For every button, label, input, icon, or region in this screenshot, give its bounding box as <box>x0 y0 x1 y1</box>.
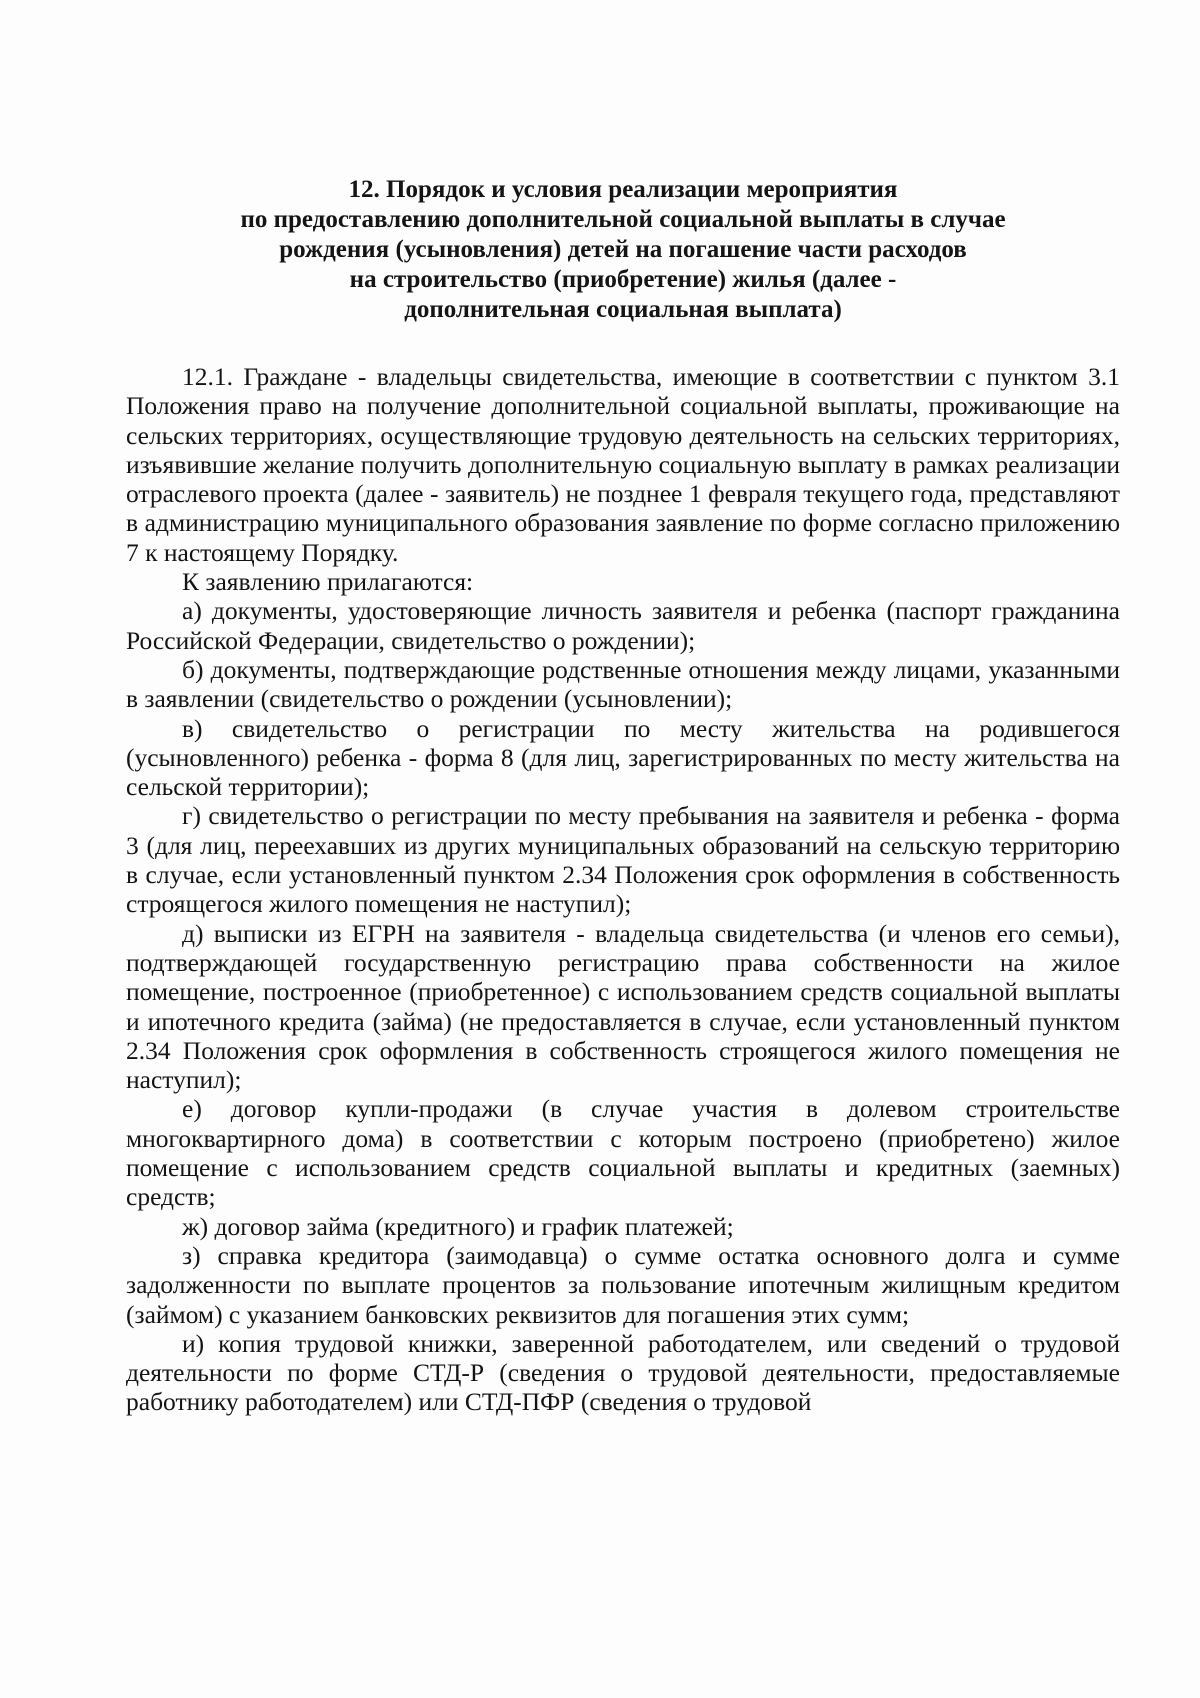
section-title <box>126 175 1120 325</box>
list-item-z: з) справка кредитора (заимодавца) о сумме остатка основного долга и сумме задолженности по выплате процентов за пользование ипотечным жилищным кредитом (займом) с указанием банковских реквизитов для погашения этих сумм; <box>126 1240 1120 1329</box>
list-item-zh: ж) договор займа (кредитного) и график платежей; <box>182 1211 734 1241</box>
list-item-i: и) копия трудовой книжки, заверенной работодателем, или сведений о трудовой деятельности по форме СТД-Р (сведения о трудовой деятельности, предоставляемые работнику работодателем) или СТД-ПФР (сведения о трудовой <box>126 1328 1120 1417</box>
title-line-3: рождения (усыновления) детей на погашение части расходов <box>279 236 967 263</box>
paragraph-attachments-intro: К заявлению прилагаются: <box>182 567 474 597</box>
paragraph-12-1: 12.1. Граждане - владельцы свидетельства, имеющие в соответствии с пунктом 3.1 Положения право на получение дополнительной социальной выплаты, проживающие на сельских территориях, осуществляющие трудовую деятельность на сельских территориях, изъявившие желание получить дополнительную социальную выплату в рамках реализации отраслевого проекта (далее - заявитель) не позднее 1 февраля текущего года, представляют в администрацию муниципального образования заявление по форме согласно приложению 7 к настоящему Порядку. <box>126 362 1120 567</box>
title-line-2: по предоставлению дополнительной социальной выплаты в случае <box>240 206 1006 233</box>
list-item-a: а) документы, удостоверяющие личность заявителя и ребенка (паспорт гражданина Российской Федерации, свидетельство о рождении); <box>126 596 1120 655</box>
list-item-e: е) договор купли-продажи (в случае участия в долевом строительстве многоквартирного дома) в соответствии с которым построено (приобретено) жилое помещение с использованием средств социальной выплаты и кредитных (заемных) средств; <box>126 1094 1120 1212</box>
list-item-b: б) документы, подтверждающие родственные отношения между лицами, указанными в заявлении (свидетельство о рождении (усыновлении); <box>126 654 1120 714</box>
title-line-5: дополнительная социальная выплата) <box>404 296 842 323</box>
list-item-g: г) свидетельство о регистрации по месту пребывания на заявителя и ребенка - форма 3 (для лиц, переехавших из других муниципальных образований на сельскую территорию в случае, если установленный пунктом 2.34 Положения срок оформления в собственность строящегося жилого помещения не наступил); <box>126 801 1120 919</box>
list-item-v: в) свидетельство о регистрации по месту жительства на родившегося (усыновленного) ребенка - форма 8 (для лиц, зарегистрированных по месту жительства на сельской территории); <box>126 713 1120 802</box>
list-item-d: д) выписки из ЕГРН на заявителя - владельца свидетельства (и членов его семьи), подтверждающей государственную регистрацию права собственности на жилое помещение, построенное (приобретенное) с использованием средств социальной выплаты и ипотечного кредита (займа) (не предоставляется в случае, если установленный пунктом 2.34 Положения срок оформления в собственность строящегося жилого помещения не наступил); <box>126 918 1120 1095</box>
title-line-4: на строительство (приобретение) жилья (далее - <box>349 266 897 293</box>
title-line-1: 12. Порядок и условия реализации мероприятия <box>348 176 898 203</box>
document-body <box>126 362 1120 1417</box>
